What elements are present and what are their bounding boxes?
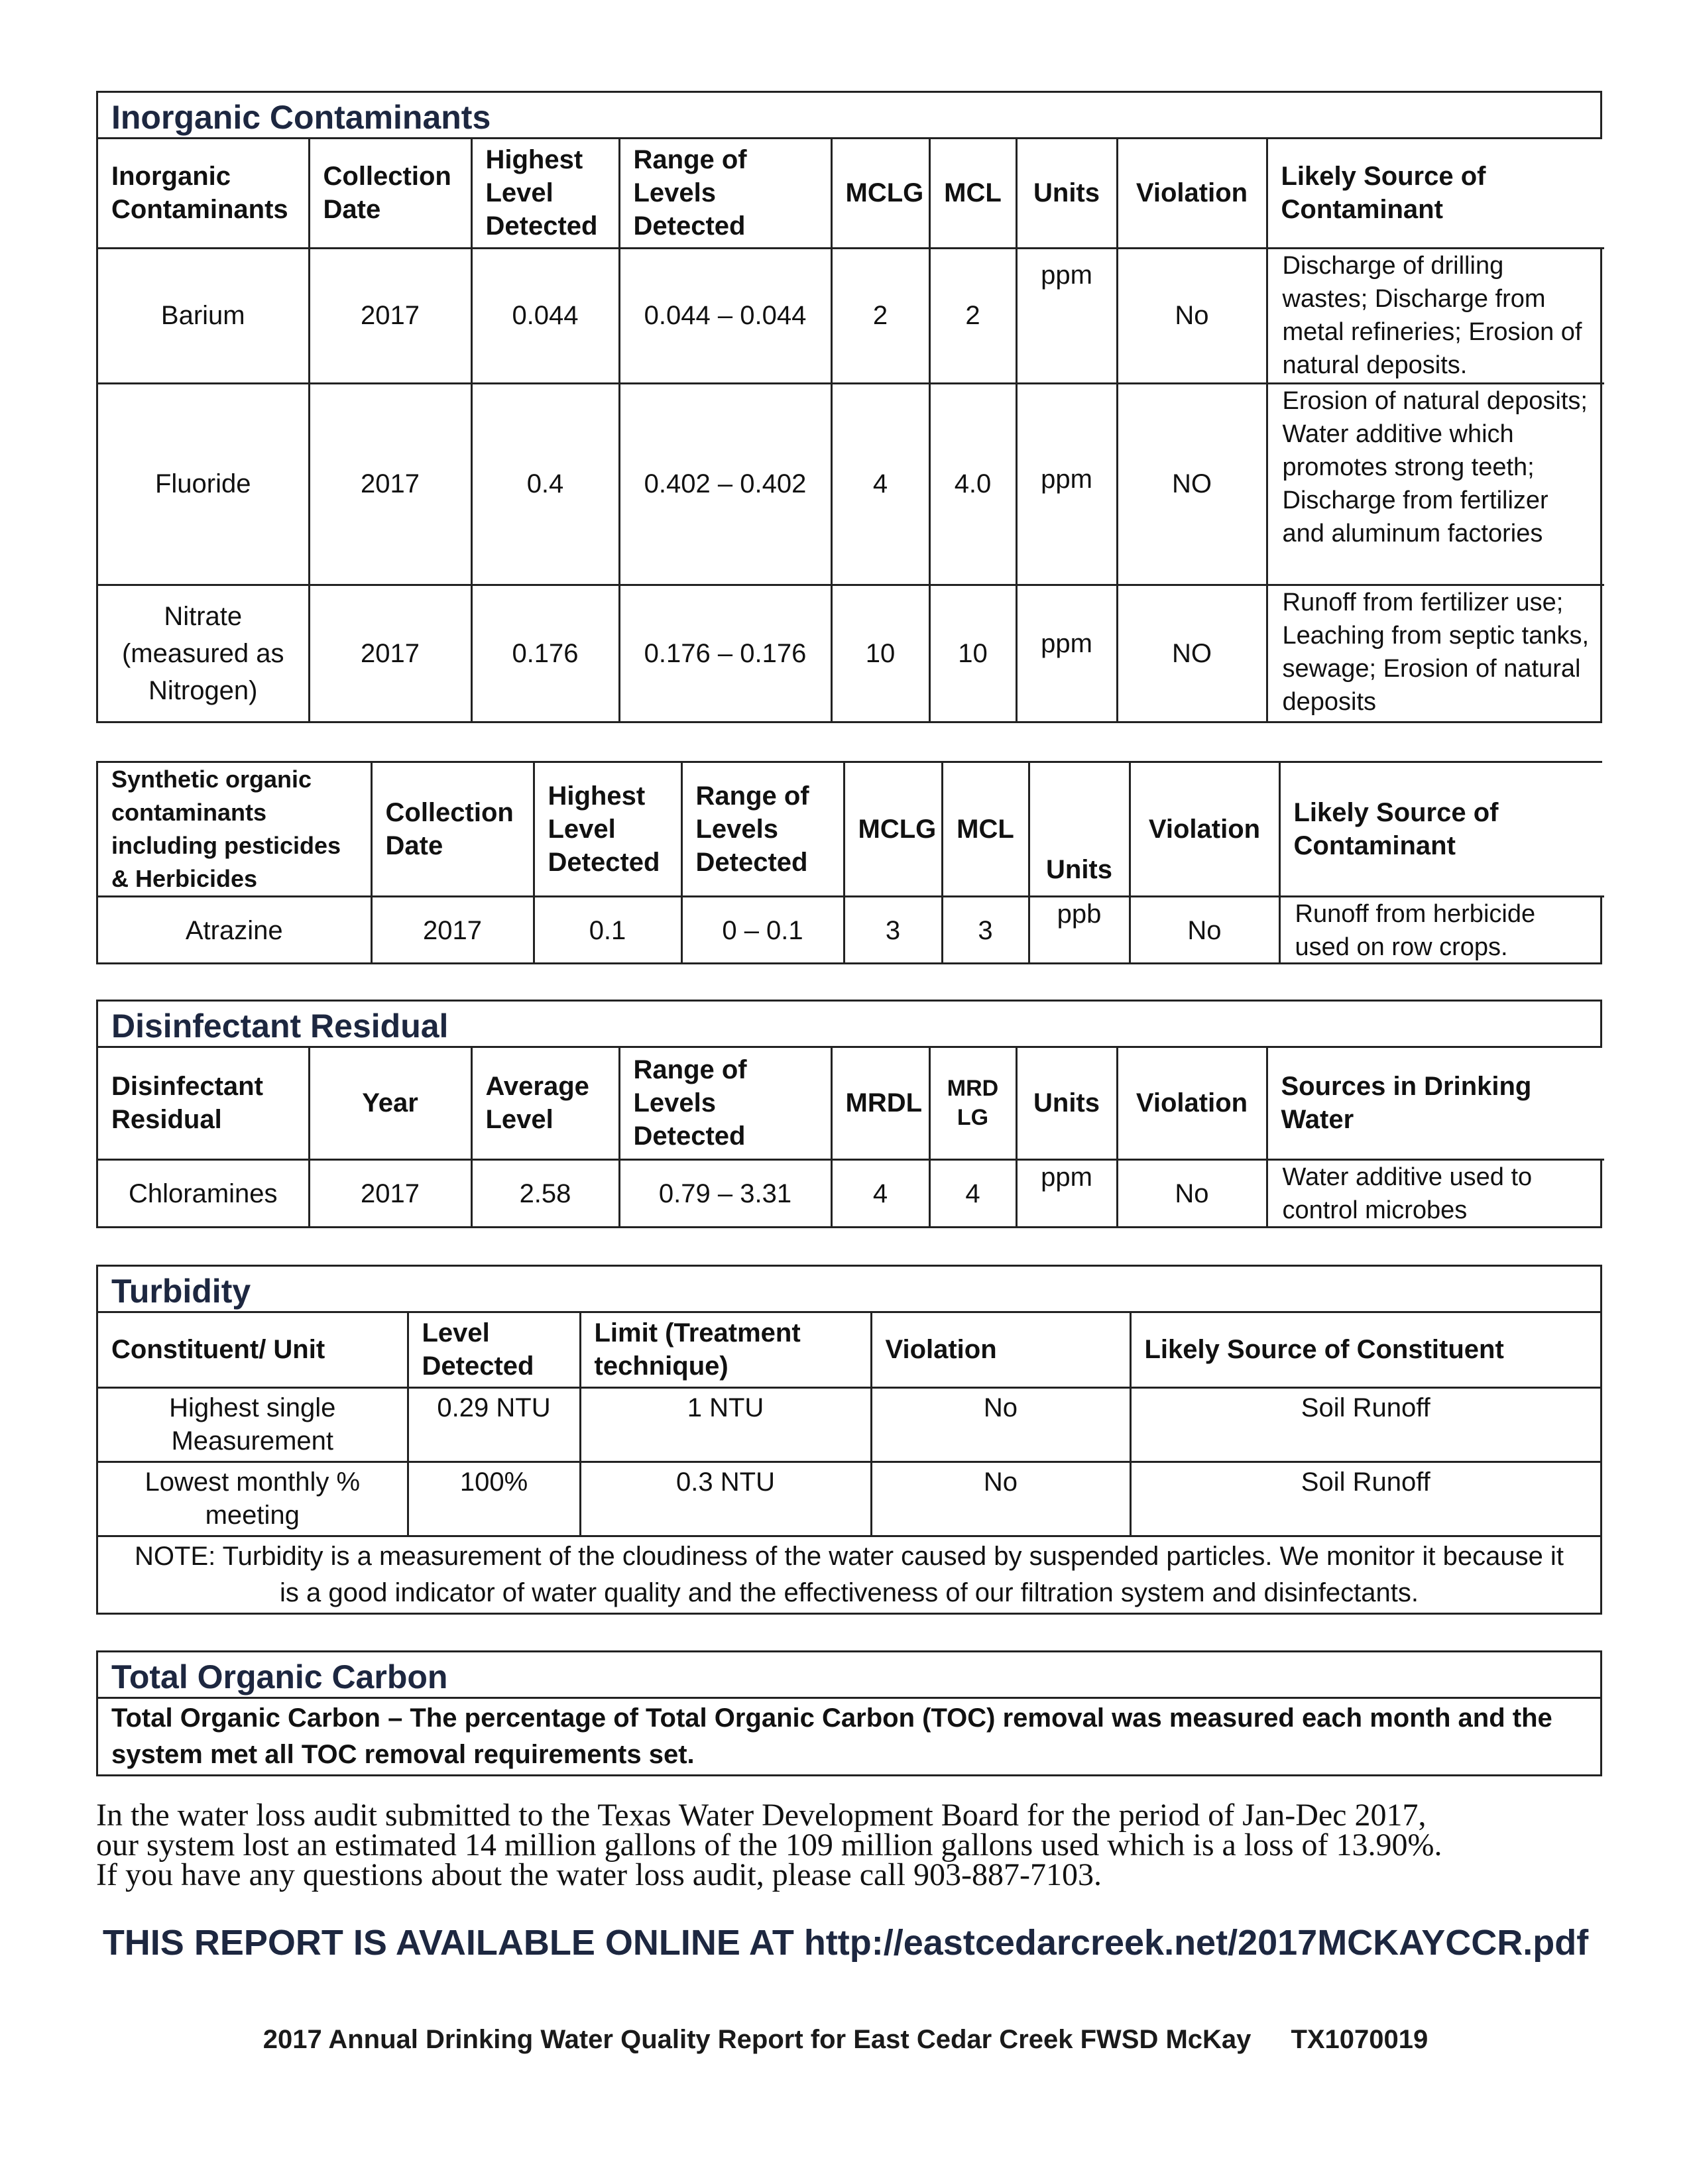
inorganic-header-range: Range of Levels Detected (619, 139, 831, 248)
units-value: ppm (1016, 1159, 1117, 1227)
synthetic-section (96, 761, 1602, 964)
units-value: ppm (1016, 248, 1117, 383)
disinfectant-header-name: Disinfectant Residual (98, 1048, 309, 1159)
footer-title: 2017 Annual Drinking Water Quality Report for East Cedar Creek FWSD McKay (262, 2025, 1252, 2054)
highest-level: 0.044 (471, 248, 619, 383)
turbidity-note: NOTE: Turbidity is a measurement of the cloudiness of the water caused by suspended particles. We monitor it because it is a good indicator of water quality and the effectiveness of our filtration system and disinfectants. (98, 1536, 1600, 1613)
turbidity-header-source: Likely Source of Constituent (1130, 1313, 1600, 1387)
collection-date: 2017 (309, 383, 471, 585)
toc-section (96, 1650, 1602, 1776)
table-row (98, 1462, 1600, 1536)
water-loss-line-3: If you have any questions about the water loss audit, please call 903-887-7103. (96, 1857, 1102, 1892)
disinfectant-name: Chloramines (98, 1159, 309, 1227)
units-value: ppm (1016, 585, 1117, 721)
violation-value: NO (1117, 585, 1267, 721)
turbidity-title: Turbidity (98, 1267, 1600, 1313)
synthetic-header-range: Range of Levels Detected (681, 763, 844, 897)
likely-source: Erosion of natural deposits; Water additive which promotes strong teeth; Discharge from fertilizer and aluminum factories (1267, 383, 1604, 585)
turbidity-section (96, 1265, 1602, 1615)
table-row (98, 1159, 1604, 1227)
synthetic-header-source: Likely Source of Contaminant (1279, 763, 1604, 897)
mclg-value: 10 (831, 585, 929, 721)
mclg-value: 4 (831, 383, 929, 585)
table-row (98, 248, 1604, 383)
mclg-value: 3 (844, 897, 942, 964)
average-level: 2.58 (471, 1159, 619, 1227)
turbidity-table (98, 1313, 1600, 1613)
table-row (98, 383, 1604, 585)
collection-date: 2017 (371, 897, 534, 964)
range-of-levels: 0.402 – 0.402 (619, 383, 831, 585)
likely-source: Water additive used to control microbes (1267, 1159, 1604, 1227)
water-loss-paragraph (96, 1800, 1607, 1890)
mrdl-value: 4 (831, 1159, 929, 1227)
contaminant-name: Barium (98, 248, 309, 383)
violation-value: NO (1117, 383, 1267, 585)
violation-value: No (1117, 1159, 1267, 1227)
mcl-value: 4.0 (929, 383, 1016, 585)
likely-source: Runoff from herbicide used on row crops. (1279, 897, 1604, 964)
range-of-levels: 0.044 – 0.044 (619, 248, 831, 383)
year-value: 2017 (309, 1159, 471, 1227)
range-of-levels: 0 – 0.1 (681, 897, 844, 964)
synthetic-header-mclg: MCLG (844, 763, 942, 897)
disinfectant-header-average: Average Level (471, 1048, 619, 1159)
disinfectant-section (96, 1000, 1602, 1228)
synthetic-header-name: Synthetic organic contaminants including pesticides & Herbicides (98, 763, 371, 897)
inorganic-header-mclg: MCLG (831, 139, 929, 248)
likely-source: Soil Runoff (1130, 1462, 1600, 1536)
units-value: ppm (1016, 383, 1117, 585)
highest-level: 0.4 (471, 383, 619, 585)
water-loss-line-2: our system lost an estimated 14 million gallons of the 109 million gallons used which is a loss of 13.90%. (96, 1827, 1442, 1863)
mcl-value: 10 (929, 585, 1016, 721)
disinfectant-header-source: Sources in Drinking Water (1267, 1048, 1604, 1159)
level-detected: 0.29 NTU (408, 1387, 580, 1462)
synthetic-header-mcl: MCL (942, 763, 1029, 897)
inorganic-header-violation: Violation (1117, 139, 1267, 248)
constituent-name: Highest single Measurement (98, 1387, 408, 1462)
disinfectant-header-range: Range of Levels Detected (619, 1048, 831, 1159)
inorganic-header-source: Likely Source of Contaminant (1267, 139, 1604, 248)
mclg-value: 2 (831, 248, 929, 383)
disinfectant-header-year: Year (309, 1048, 471, 1159)
disinfectant-header-mrdlg: MRD LG (929, 1048, 1016, 1159)
violation-value: No (1117, 248, 1267, 383)
toc-title: Total Organic Carbon (98, 1652, 1600, 1699)
range-of-levels: 0.79 – 3.31 (619, 1159, 831, 1227)
synthetic-table (98, 763, 1604, 964)
highest-level: 0.1 (534, 897, 681, 964)
disinfectant-title: Disinfectant Residual (98, 1002, 1600, 1048)
disinfectant-header-units: Units (1016, 1048, 1117, 1159)
contaminant-name: Atrazine (98, 897, 371, 964)
inorganic-table (98, 139, 1604, 721)
table-row (98, 897, 1604, 964)
footer-system-id: TX1070019 (1291, 2025, 1429, 2054)
level-detected: 100% (408, 1462, 580, 1536)
table-row (98, 1387, 1600, 1462)
collection-date: 2017 (309, 585, 471, 721)
violation-value: No (1130, 897, 1279, 964)
violation-value: No (871, 1462, 1130, 1536)
likely-source: Soil Runoff (1130, 1387, 1600, 1462)
units-value: ppb (1029, 897, 1130, 964)
water-loss-line-1: In the water loss audit submitted to the Texas Water Development Board for the period of Jan-Dec 2017, (96, 1798, 1427, 1833)
contaminant-name: Nitrate (measured as Nitrogen) (98, 585, 309, 721)
online-availability-notice: THIS REPORT IS AVAILABLE ONLINE AT http://eastcedarcreek.net/2017MCKAYCCR.pdf (102, 1923, 1589, 1963)
limit-value: 0.3 NTU (580, 1462, 871, 1536)
highest-level: 0.176 (471, 585, 619, 721)
likely-source: Discharge of drilling wastes; Discharge from metal refineries; Erosion of natural deposits. (1267, 248, 1604, 383)
report-footer (0, 2025, 1691, 2055)
turbidity-header-limit: Limit (Treatment technique) (580, 1313, 871, 1387)
inorganic-header-highest: Highest Level Detected (471, 139, 619, 248)
synthetic-header-highest: Highest Level Detected (534, 763, 681, 897)
likely-source: Runoff from fertilizer use; Leaching from septic tanks, sewage; Erosion of natural deposits (1267, 585, 1604, 721)
constituent-name: Lowest monthly % meeting (98, 1462, 408, 1536)
turbidity-header-level: Level Detected (408, 1313, 580, 1387)
turbidity-header-violation: Violation (871, 1313, 1130, 1387)
mcl-value: 3 (942, 897, 1029, 964)
disinfectant-table (98, 1048, 1604, 1227)
synthetic-header-units: Units (1029, 763, 1130, 897)
collection-date: 2017 (309, 248, 471, 383)
inorganic-header-date: Collection Date (309, 139, 471, 248)
mcl-value: 2 (929, 248, 1016, 383)
limit-value: 1 NTU (580, 1387, 871, 1462)
inorganic-header-units: Units (1016, 139, 1117, 248)
inorganic-header-name: Inorganic Contaminants (98, 139, 309, 248)
toc-description: Total Organic Carbon – The percentage of Total Organic Carbon (TOC) removal was measured each month and the system met all TOC removal requirements set. (111, 1703, 1552, 1769)
inorganic-title: Inorganic Contaminants (98, 93, 1600, 139)
mrdlg-value: 4 (929, 1159, 1016, 1227)
disinfectant-header-mrdl: MRDL (831, 1048, 929, 1159)
synthetic-header-violation: Violation (1130, 763, 1279, 897)
violation-value: No (871, 1387, 1130, 1462)
contaminant-name: Fluoride (98, 383, 309, 585)
synthetic-header-date: Collection Date (371, 763, 534, 897)
range-of-levels: 0.176 – 0.176 (619, 585, 831, 721)
table-row (98, 585, 1604, 721)
inorganic-section (96, 91, 1602, 723)
disinfectant-header-violation: Violation (1117, 1048, 1267, 1159)
turbidity-header-constituent: Constituent/ Unit (98, 1313, 408, 1387)
inorganic-header-mcl: MCL (929, 139, 1016, 248)
